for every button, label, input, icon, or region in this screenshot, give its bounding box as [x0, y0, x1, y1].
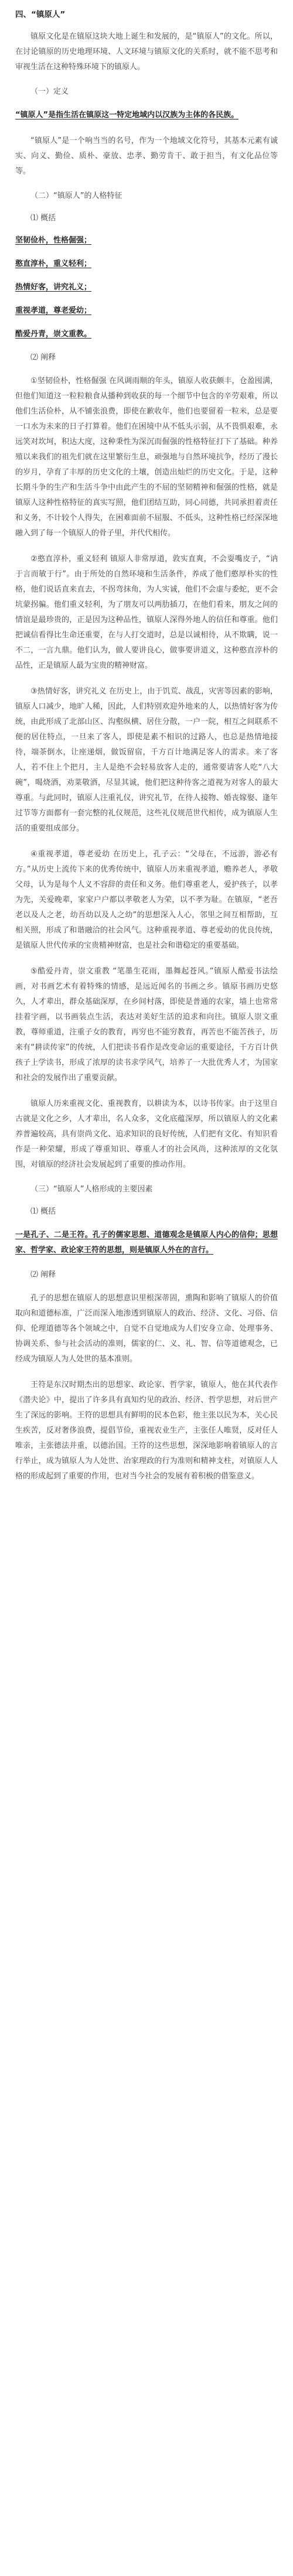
factors-summary: 一是孔子、二是王符。孔子的儒家思想、道德观念是镇原人内心的信仰；思想家、哲学家、政论家王符的思想，则是镇原人外在的言行。: [15, 1231, 278, 1255]
trait-item: [15, 305, 278, 317]
part3-label: （三）“镇原人”人格形成的主要因素: [30, 1185, 153, 1194]
trait-detail-paragraph: ④重视孝道，尊老爱幼 在历史上，孔子云：“父母在，不远游，游必有方。”从历史上流传下来的优秀传统中，镇原人历来重视孝道，赡养老人，孝敬父母，认为是每个人义不容辞的责任和义务。他们尊重老人，爱护孩子，以孝为先，关爱晚辈，家家户户都以孝敬老人为荣，以不孝为耻。在镇原，“老吾老以及人之老，幼吾幼以及人之幼”的思想深入人心，邻里之间互相帮助，互相关照，形成了和谐融洽的社会风气。这种重视孝道、尊老爱幼的优良传统，是镇原人世代传承的宝贵精神财富，也是社会和谐稳定的重要基础。: [15, 850, 278, 950]
part2-label: （二）“镇原人”的人格特征: [30, 192, 122, 200]
section-title: 四、“镇原人”: [15, 10, 66, 19]
part3-overview-label: ⑴ 概括: [30, 1207, 56, 1216]
trait-detail-paragraph: ①坚韧俭朴，性格倔强 在风调雨顺的年头，镇原人收获颇丰，仓盈囤满，但他们知道这一粒粒粮食从播种到收获的每一个细节中包含的辛劳艰难，所以他们生活俭朴，从不铺张浪费，即使在歉收年，他们也要留着一粒米，总是要一口水为未来的日子打算着。他们在困境中从不低头示弱，从不畏惧艰难，永远笑对坎坷，积达大度，这种秉性为深沉而倔强的性格特征打下了基础。种养殖以来我们的祖先们就在这里繁衍生息，顽强地与自然环境抗争，经历了漫长的岁月，孕育了丰厚的历史文化的土壤，创造出灿烂的历史文化。于是，这种长期斗争的生产和生活斗争中由此产生的不屈的坚韧精神和倔强的性格，就是镇原人这种性格特征的真实写照，他们团结互助，同心同德，共同承担着责任和义务，不计较个人得失，在困难面前不屈服、不低头，这种性格已经深深地融入到了每一个镇原人的骨子里，并代代相传。: [15, 377, 278, 538]
trait-item: [15, 281, 278, 294]
trait-text: 酷爱丹青，崇文重教。: [15, 330, 92, 339]
trait-detail-paragraph: ②憨直淳朴，重义轻利 镇原人非常厚道，敦实直爽，不会耍嘴皮子，“讷于言而敏于行”。由于所处的自然环境和生活条件，养成了他们憨厚朴实的性格，他们说话直来直去，不拐弯抹角，为人实诚，他们不会虚与委蛇，更不会坑蒙拐骗。他们重义轻利，为了朋友可以两肋插刀，在他们看来，朋友之间的情谊是最珍贵的，正是因为这种品性，镇原人深得外地人的信任和尊重。他们把诚信看得比生命还重要，在与人打交道时，总是以诚相待，从不欺瞒，说一不二，一言九鼎。他们认为，做人要讲良心，做事要讲道义，这种憨直淳朴的品性，正是镇原人最为宝贵的精神财富。: [15, 555, 278, 670]
trait-detail-paragraph: ③热情好客，讲究礼义 在历史上，由于饥荒、战乱，灾害等因素的影响，镇原人口减少，地旷人稀，因此，人们特别欢迎外地来的人，以热情好客为传统，由此形成了北部山区、沟壑纵横、居住分散，一户一院，相互之间联系不便的居住特点，一旦来了客人，即使是素不相识的过路人，也总是热情地接待，端茶倒水，让座递烟，做饭留宿，千方百计地满足客人的需求。来了客人，若不住上个把月，主人是绝不会轻易放客人走的，通常要请客人吃“八大碗”，喝烧酒，劝菜敬酒，尽显其诚，他们把这种待客之道视为对客人的最大尊重。与此同时，镇原人注重礼仪，讲究礼节，在待人接物、婚丧嫁娶、逢年过节等方面都有一套完整的礼仪规范，这些礼仪规范世代相传，成为镇原人生活的重要组成部分。: [15, 687, 278, 833]
part2-detail-label: ⑵ 阐释: [30, 353, 56, 362]
intro-paragraph: 镇原文化是在镇原这块大地上诞生和发展的，是“镇原人”的文化。所以，在讨论镇原的历史地理环境、人文环境与镇原文化的关系时，就不能不思考和审视生活在这种特殊环境下的镇原人。: [15, 32, 278, 71]
part3-detail-label: ⑵ 阐释: [30, 1270, 56, 1279]
factor-detail-paragraph: 孔子的思想在镇原人的思想意识里根深蒂固，熏陶和影响了镇原人的价值取向和道德标准，广泛而深入地渗透到镇原人的政治、经济、文化、习俗、信仰、伦理道德等各个领域之中，自觉不自觉地成为人们安身立命、处理事务、协调关系、参与社会活动的准则，儒家的仁、义、礼、智、信等道德观念，已经成为镇原人为人处世的基本准则。: [15, 1294, 278, 1364]
trait-item: [15, 234, 278, 247]
definition-text: [15, 108, 278, 123]
trait-text: 憨直淳朴，重义轻利；: [15, 259, 92, 268]
trait-detail-paragraph: 镇原人历来重视文化、重视教育，以耕读为本，以诗书传家。由于这里自古就是文化之乡，人才辈出，名人众多，文化底蕴深厚，所以镇原人的文化素养普遍较高，具有崇尚文化、追求知识的良好传统，人们把有文化、有知识看作是一种荣耀，形成了尊重知识、尊重人才的社会风尚，这种浓厚的文化氛围，对镇原的经济社会发展起到了重要的推动作用。: [15, 1099, 278, 1169]
trait-item: [15, 258, 278, 271]
part1-body: “镇原人”是一个响当当的名号，作为一个地域文化符号，其基本元素有诚实、向义、勤俭、质朴、豪放、忠孝、勤劳肯干、敢于担当，有文化品位等等。: [15, 136, 278, 176]
trait-detail-paragraph: ⑤酷爱丹青，崇文重教 “笔墨生花雨，墨舞起苍风。”镇原人酷爱书法绘画，对书画艺术有着特殊的情感，是远近闻名的书画之乡。镇原书画历史悠久，人才辈出，群众基础深厚，在乡间村落，即使是普通的农家，墙上也常常挂着字画，以书画装点生活，表达对美好生活的追求和向往。镇原人崇文重教，尊师重道，注重子女的教育，再穷也不能穷教育，再苦也不能苦孩子，历来有“耕读传家”的传统，人们把读书看作是改变命运的重要途径，千方百计供孩子上学读书，形成了浓厚的读书求学风气，培养了一大批优秀人才，为国家和社会的发展作出了重要贡献。: [15, 967, 278, 1082]
trait-list: [15, 234, 278, 341]
definition-underlined: “镇原人”是指生活在镇原这一特定地域内以汉族为主体的各民族。: [15, 111, 239, 119]
trait-text: 坚韧俭朴，性格倔强；: [15, 236, 92, 245]
part1-label: （一）定义: [30, 87, 69, 96]
trait-text: 热情好客，讲究礼义；: [15, 283, 92, 292]
trait-text: 重视孝道，尊老爱幼；: [15, 306, 92, 315]
part2-overview-label: ⑴ 概括: [30, 214, 56, 223]
trait-item: [15, 328, 278, 341]
factor-detail-paragraph: 王符是东汉时期杰出的思想家、政论家、哲学家，镇原人，他在其代表作《潜夫论》中，提出了许多具有真知灼见的政治、经济、哲学思想，对后世产生了深远的影响。王符的思想具有鲜明的民本色彩，他主张以民为本，关心民生疾苦，反对奢侈浪费，提倡节俭，重视农业生产，主张任人唯贤，反对任人唯亲，主张德法并重，以德治国。王符的这些思想，深深地影响着镇原人的言行举止，成为镇原人为人处世、治家理政的行为准则和精神支柱，对镇原人人格的形成起到了重要的作用，也对当今社会的发展有着积极的借鉴意义。: [15, 1381, 278, 1481]
